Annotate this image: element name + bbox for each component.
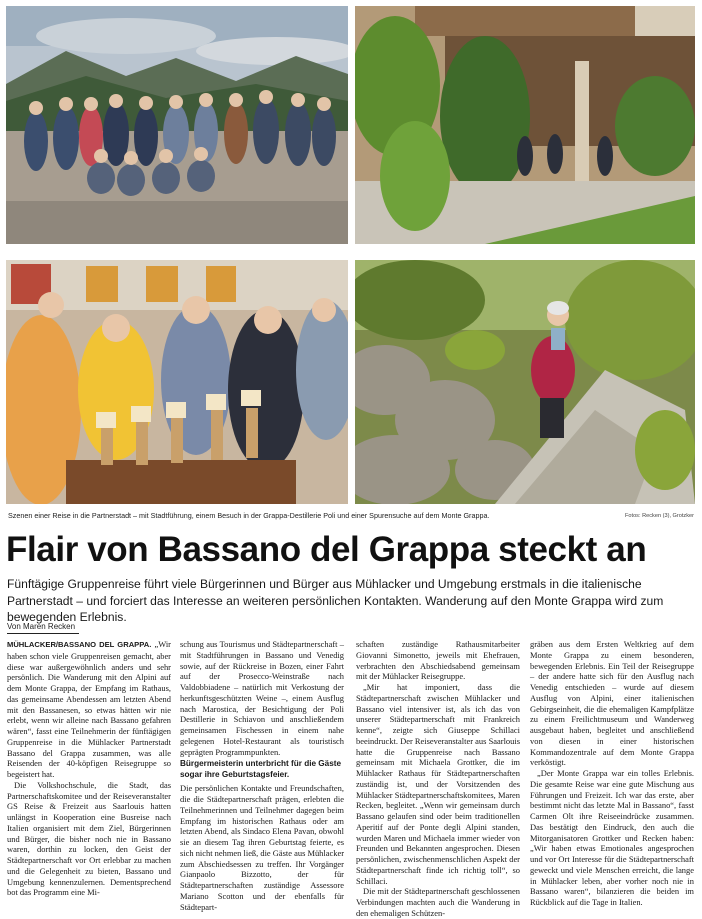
- text-column-2: [180, 639, 344, 912]
- group-photo: [6, 6, 348, 244]
- text-column-3: [356, 639, 520, 919]
- byline-divider: [7, 633, 79, 634]
- paragraph: [7, 639, 171, 780]
- cloister-photo: [355, 6, 695, 244]
- paragraph: „Mir hat imponiert, dass die Städtepartnerschaft zwischen Mühlacker und Bassano viel intensiver ist, als ich das von unserer Städtepartnerschaft mit Frankreich kenne“, zeigte sich Giuseppe Schillaci beeindruckt. Der Reiseveranstalter aus Saarlouis hatte die Gruppenreise nach Bassano gemeinsam mit Michaela Grottker, die im Mühlacker Rathaus für Städtepartnerschaften zuständig ist, und der Vorsitzenden des Mühlacker Städtepartnerschaftskomitees, Maren Recken, begleitet. „Wenn wir gemeinsam durch Bassano gelaufen sind oder beim traditionellen Aperitif auf der Ponte degli Alpini standen, wurden Maren und Michaela immer wieder von Freunden und Bekannten angesprochen. Diesen persönlichen, zwischenmenschlichen Aspekt der Städtepartnerschaft finde ich richtig toll“, so Schillaci.: [356, 682, 520, 886]
- dateline: MÜHLACKER/BASSANO DEL GRAPPA.: [7, 640, 152, 649]
- paragraph: Die Volkshochschule, die Stadt, das Partnerschaftskomitee und der Reiseveranstalter GS Reise & Freizeit aus Saarlouis hatten unlängst in Kooperation eine Busreise nach Italien organisiert mit dem Ziel, Bürgerinnen und Bürger, die bisher noch nie in Bassano waren, dorthin zu locken, den Geist der Städtepartnerschaft vor Ort erlebbar zu machen und die Gelegenheit zu bieten, Bassano und Umgebung kennenzulernen. Dementsprechend bot das Programm eine Mi-: [7, 779, 171, 898]
- paragraph: schung aus Tourismus und Städtepartnerschaft – mit Stadtführungen in Bassano und Venedig sowie, auf der Rückreise in Bozen, einer Fahrt auf der Prosecco-Weinstraße nach Valdobbiadene – natürlich mit Verkostung der herkunftsgeschützten Weine –, einem Ausflug nach Marostica, der Besichtigung der Poli Destillerie in Schiavon und anschließendem gemeinsamen Fischessen in einem nahe gelegenen Hotel-Restaurant als touristisch geprägten Programmpunkten.: [180, 639, 344, 757]
- hiker-photo: [355, 260, 695, 504]
- paragraph-text: „Wir haben schon viele Gruppenreisen gemacht, aber diese war außergewöhnlich anders und sehr persönlich. Die Wanderung mit den Alpini auf dem Monte Grappa, der Empfang im Rathaus, das gemeinsame Abendessen am letzten Abend mit den Bassanesen, so etwas hätten wir nie erlebt, wenn wir alleine nach Bassano gefahren wären“, fasst eine Teilnehmerin der fünftägigen Gruppenreise in die Mühlacker Partnerstadt Bassano del Grappa zusammen, was alle Reisenden der 40-köpfigen Reisegruppe so begeistert hat.: [7, 639, 171, 779]
- paragraph: gräben aus dem Ersten Weltkrieg auf dem Monte Grappa zu einem besonderen, bewegenden Erlebnis. Ein Teil der Reisegruppe – der andere hatte sich für den Ausflug nach Venedig entschieden – wurde auf diesem Ausflug von Alpini, einer italienischen Gebirgseinheit, die die ehemaligen Kampfplätze zu einem Freilichtmuseum und Wanderweg ausgebaut haben, begleitet und anschließend von diesen in einer historischen Kommandozentrale auf dem Monte Grappa verköstigt.: [530, 639, 694, 768]
- subheading: Bürgermeisterin unterbricht für die Gäste sogar ihre Geburtstagsfeier.: [180, 759, 342, 779]
- paragraph: Die mit der Städtepartnerschaft geschlossenen Verbindungen machten auch die Wanderung in den ehemaligen Schützen-: [356, 886, 520, 918]
- paragraph: Die persönlichen Kontakte und Freundschaften, die die Städtepartnerschaft prägen, erlebten die Teilnehmerinnen und Teilnehmer dagegen beim Empfang im historischen Rathaus oder am letzten Abend, als Sindaco Elena Pavan, obwohl sie an diesem Tag ihren Geburtstag feierte, es sich nicht nehmen ließ, die Gäste aus Mühlacker zum Abschiedsessen zu treffen. Ihr Vorgänger Gianpaolo Bizzotto, der für Städtepartnerschaften zuständige Assessore Mariano Scotton und der ebenfalls für Städtepart-: [180, 783, 345, 912]
- text-column-4: [530, 639, 694, 908]
- article-headline: Flair von Bassano del Grappa steckt an: [6, 530, 647, 569]
- photo-credit: Fotos: Recken (3), Grotzker: [624, 513, 694, 519]
- paragraph: schaften zuständige Rathausmitarbeiter Giovanni Simonetto, jeweils mit Ehefrauen, verbrachten den Abschiedsabend gemeinsam mit der Mühlacker Reisegruppe.: [356, 639, 520, 682]
- article-subheadline: Fünftägige Gruppenreise führt viele Bürgerinnen und Bürger aus Mühlacker und Umgebung erstmals in die italienische Partnerstadt – und forciert das Interesse an weiteren persönlichen Kontakten. Wanderung auf den Monte Grappa wird zum bewegenden Erlebnis.: [7, 577, 664, 624]
- text-column-1: [7, 639, 171, 898]
- paragraph: „Der Monte Grappa war ein tolles Erlebnis. Die gesamte Reise war eine gute Mischung aus Führungen und Freizeit. Ich war das erste, aber bestimmt nicht das letzte Mal in Bassano“, fasst Carmen Olt ihre Reiseeindrücke zusammen. Das bestätigt den Eindruck, den auch die Mitorganisatoren Grottker und Recken haben: „Wir haben etwas Emotionales angesprochen und vor Ort Interesse für die Städtepartnerschaft geweckt und viele Menschen erreicht, die lange in Mühlacker leben, aber vorher noch nie in Bassano waren“, bilanzieren die beiden im Rückblick auf die Tage in Italien.: [530, 768, 694, 907]
- photo-caption: Szenen einer Reise in die Partnerstadt – mit Stadtführung, einem Besuch in der Grappa-Destillerie Poli und einer Spurensuche auf dem Monte Grappa.: [8, 511, 490, 520]
- byline: Von Maren Recken: [7, 622, 76, 631]
- distillery-photo: [6, 260, 348, 504]
